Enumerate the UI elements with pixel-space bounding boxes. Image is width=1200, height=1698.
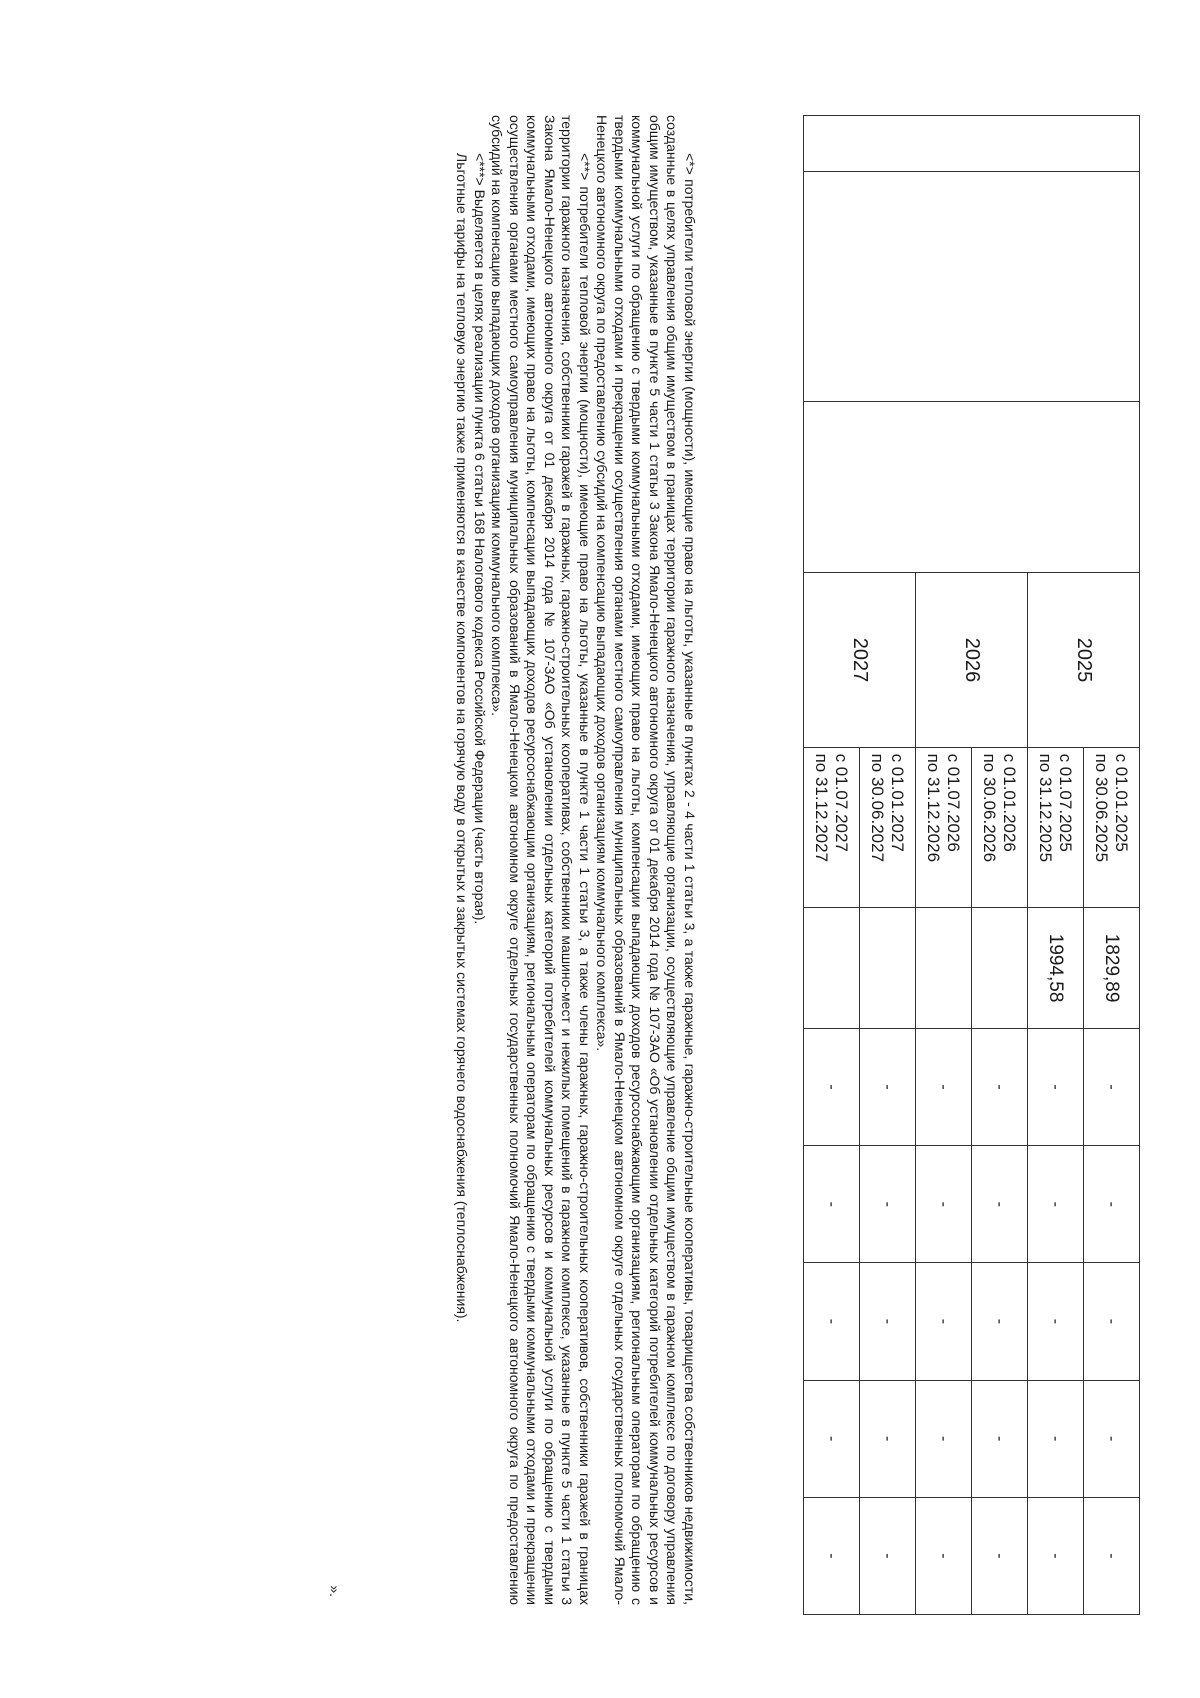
period-start: с 01.07.2025 [1056, 753, 1076, 852]
period-cell [1084, 747, 1140, 908]
period-end: по 31.12.2027 [812, 753, 832, 863]
period-end: по 30.06.2026 [980, 753, 1000, 863]
footnote-hot-water: Льготные тарифы на тепловую энергию также применяются в качестве компонентов на горячую воду в открытых и закрытых системах горячего водоснабжения (теплоснабжения). [454, 153, 471, 1323]
dash-cell: - [860, 1497, 916, 1614]
tariff-table [803, 115, 1140, 1615]
period-cell [860, 747, 916, 908]
dash-cell: - [860, 1380, 916, 1497]
period-cell [804, 747, 860, 908]
dash-cell: - [916, 1497, 972, 1614]
dash-cell: - [972, 1146, 1028, 1263]
table-row [1084, 116, 1140, 1615]
tariff-value [860, 908, 916, 1029]
dash-cell: - [804, 1263, 860, 1380]
period-cell [1028, 747, 1084, 908]
table-cell [804, 116, 1140, 172]
rotated-page [327, 115, 1140, 1615]
dash-cell: - [1084, 1263, 1140, 1380]
dash-cell: - [804, 1146, 860, 1263]
period-start: с 01.01.2026 [1000, 753, 1020, 852]
dash-cell: - [860, 1028, 916, 1145]
dash-cell: - [1084, 1146, 1140, 1263]
year-cell: 2025 [1028, 573, 1140, 747]
dash-cell: - [860, 1263, 916, 1380]
tariff-value [804, 908, 860, 1029]
year-cell: 2027 [804, 573, 916, 747]
period-end: по 31.12.2025 [1036, 753, 1056, 863]
footnote-triple-star: <***> Выделяется в целях реализации пункта 6 статьи 168 Налогового кодекса Российской Федерации (часть вторая). [472, 153, 488, 925]
table-cell [804, 171, 1140, 401]
period-cell [916, 747, 972, 908]
dash-cell: - [804, 1028, 860, 1145]
dash-cell: - [1084, 1380, 1140, 1497]
table-cell [804, 401, 1140, 573]
footnote-double-star: <**> потребители тепловой энергии (мощности), имеющие право на льготы, указанные в пункте 1 части 1 статьи 3, а также члены гаражных, гаражно-строительных кооперативов, собственники гаражей в границах территории гаражного назначения, собственники гаражей в гаражных, гаражно-строительных кооперативах, собственники машино-мест и нежилых помещений в гаражном комплексе, указанные в пункте 5 части 1 статьи 3 Закона Ямало-Ненецкого автономного округа от 01 декабря 2014 года № 107-ЗАО «Об установлении отдельных категорий потребителей коммунальных ресурсов и коммунальной услуги по обращению с твердыми коммунальными отходами, имеющих право на льготы, компенсации выпадающих доходов ресурсоснабжающим организациям, региональным операторам по обращению с твердыми коммунальными отходами и прекращении осуществления органами местного самоуправления муниципальных образований в Ямало-Ненецком автономном округе отдельных государственных полномочий Ямало-Ненецкого автономного округа по предоставлению субсидий на компенсацию выпадающих доходов организациям коммунального комплекса». [489, 115, 593, 1605]
year-cell: 2026 [916, 573, 1028, 747]
dash-cell: - [860, 1146, 916, 1263]
period-start: с 01.01.2027 [888, 753, 908, 852]
footnote-single-star: <*> потребители тепловой энергии (мощности), имеющие право на льготы, указанные в пунктах 2 - 4 части 1 статьи 3, а также гаражные, гаражно-строительные кооперативы, товарищества собственников недвижимости, созданные в целях управления общим имуществом в границах территории гаражного назначения, управляющие организации, осуществляющие управление общим имуществом в гаражном комплексе по договору управления общим имуществом, указанные в пункте 5 части 1 статьи 3 Закона Ямало-Ненецкого автономного округа от 01 декабря 2014 года № 107-ЗАО «Об установлении отдельных категорий потребителей коммунальных ресурсов и коммунальной услуги по обращению с твердыми коммунальными отходами, имеющих право на льготы, компенсации выпадающих доходов ресурсоснабжающим организациям, региональным операторам по обращению с твердыми коммунальными отходами и прекращении осуществления органами местного самоуправления муниципальных образований в Ямало-Ненецком автономном округе отдельных государственных полномочий Ямало-Ненецкого автономного округа по предоставлению субсидий на компенсацию выпадающих доходов организациям коммунального комплекса». [594, 115, 698, 1605]
dash-cell: - [916, 1380, 972, 1497]
dash-cell: - [972, 1028, 1028, 1145]
period-end: по 31.12.2026 [924, 753, 944, 863]
dash-cell: - [972, 1380, 1028, 1497]
dash-cell: - [804, 1497, 860, 1614]
closing-quote: ». [327, 1585, 343, 1597]
dash-cell: - [916, 1263, 972, 1380]
dash-cell: - [916, 1028, 972, 1145]
period-start: с 01.01.2025 [1112, 753, 1132, 852]
dash-cell: - [972, 1263, 1028, 1380]
tariff-value: 1829,89 [1084, 908, 1140, 1029]
dash-cell: - [916, 1146, 972, 1263]
period-end: по 30.06.2025 [1092, 753, 1112, 863]
period-end: по 30.06.2027 [868, 753, 888, 863]
footnotes [327, 115, 698, 1605]
dash-cell: - [1028, 1380, 1084, 1497]
dash-cell: - [1028, 1028, 1084, 1145]
period-start: с 01.07.2027 [832, 753, 852, 852]
dash-cell: - [1084, 1497, 1140, 1614]
dash-cell: - [1084, 1028, 1140, 1145]
dash-cell: - [1028, 1263, 1084, 1380]
period-cell [972, 747, 1028, 908]
tariff-value [972, 908, 1028, 1029]
dash-cell: - [1028, 1497, 1084, 1614]
tariff-value: 1994,58 [1028, 908, 1084, 1029]
tariff-value [916, 908, 972, 1029]
dash-cell: - [1028, 1146, 1084, 1263]
dash-cell: - [804, 1380, 860, 1497]
period-start: с 01.07.2026 [944, 753, 964, 852]
dash-cell: - [972, 1497, 1028, 1614]
